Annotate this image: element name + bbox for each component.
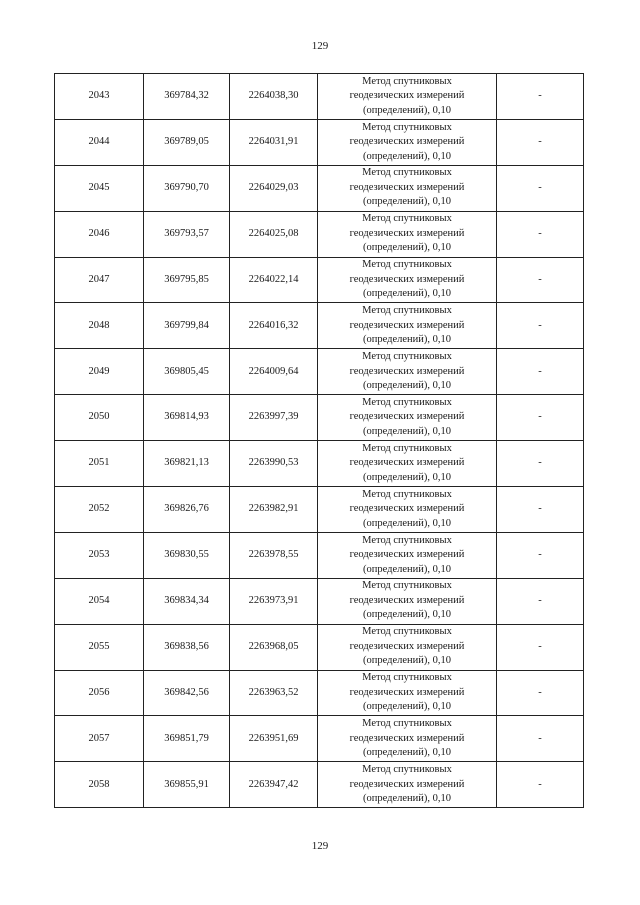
method-text-line: (определений), 0,10 [362, 747, 452, 759]
method-text-line: Метод спутниковых [362, 75, 452, 87]
table-row [55, 349, 584, 395]
point-id-cell: 2046 [55, 211, 144, 257]
point-id-cell: 2045 [55, 165, 144, 211]
method-cell [318, 716, 497, 762]
coordinates-table [54, 73, 584, 808]
method-text-line: геодезических измерений [349, 365, 465, 377]
method-text-line: Метод спутниковых [362, 396, 452, 408]
method-text-line: (определений), 0,10 [362, 701, 452, 713]
method-text-line: (определений), 0,10 [362, 609, 452, 621]
table-row [55, 716, 584, 762]
note-cell: - [497, 395, 584, 441]
method-text-line: (определений), 0,10 [362, 563, 452, 575]
y-coordinate-cell: 2263963,52 [230, 670, 318, 716]
x-coordinate-cell: 369789,05 [144, 119, 230, 165]
x-coordinate-cell: 369838,56 [144, 624, 230, 670]
method-text-line: Метод спутниковых [362, 259, 452, 271]
point-id-cell: 2047 [55, 257, 144, 303]
note-cell: - [497, 211, 584, 257]
note-cell: - [497, 74, 584, 120]
y-coordinate-cell: 2263978,55 [230, 532, 318, 578]
x-coordinate-cell: 369830,55 [144, 532, 230, 578]
method-cell [318, 119, 497, 165]
point-id-cell: 2057 [55, 716, 144, 762]
y-coordinate-cell: 2264038,30 [230, 74, 318, 120]
method-text-line: (определений), 0,10 [362, 288, 452, 300]
method-text-line: Метод спутниковых [362, 442, 452, 454]
method-cell [318, 762, 497, 808]
point-id-cell: 2044 [55, 119, 144, 165]
point-id-cell: 2049 [55, 349, 144, 395]
note-cell: - [497, 257, 584, 303]
note-cell: - [497, 624, 584, 670]
method-text-line: геодезических измерений [349, 319, 465, 331]
y-coordinate-cell: 2263973,91 [230, 578, 318, 624]
method-text-line: геодезических измерений [349, 549, 465, 561]
x-coordinate-cell: 369826,76 [144, 487, 230, 533]
method-cell [318, 578, 497, 624]
note-cell: - [497, 670, 584, 716]
method-text-line: геодезических измерений [349, 503, 465, 515]
method-text-line: Метод спутниковых [362, 121, 452, 133]
y-coordinate-cell: 2264029,03 [230, 165, 318, 211]
y-coordinate-cell: 2263947,42 [230, 762, 318, 808]
method-cell [318, 165, 497, 211]
y-coordinate-cell: 2264016,32 [230, 303, 318, 349]
note-cell: - [497, 165, 584, 211]
method-text-line: геодезических измерений [349, 136, 465, 148]
method-text-line: геодезических измерений [349, 273, 465, 285]
y-coordinate-cell: 2264031,91 [230, 119, 318, 165]
note-cell: - [497, 119, 584, 165]
y-coordinate-cell: 2263951,69 [230, 716, 318, 762]
x-coordinate-cell: 369834,34 [144, 578, 230, 624]
table-row [55, 257, 584, 303]
method-text-line: геодезических измерений [349, 732, 465, 744]
table-row [55, 762, 584, 808]
y-coordinate-cell: 2264025,08 [230, 211, 318, 257]
note-cell: - [497, 441, 584, 487]
x-coordinate-cell: 369795,85 [144, 257, 230, 303]
table-row [55, 441, 584, 487]
point-id-cell: 2048 [55, 303, 144, 349]
method-text-line: геодезических измерений [349, 457, 465, 469]
method-text-line: геодезических измерений [349, 686, 465, 698]
note-cell: - [497, 349, 584, 395]
method-cell [318, 487, 497, 533]
method-cell [318, 74, 497, 120]
method-cell [318, 303, 497, 349]
point-id-cell: 2052 [55, 487, 144, 533]
method-cell [318, 395, 497, 441]
method-text-line: геодезических измерений [349, 778, 465, 790]
table-row [55, 670, 584, 716]
method-text-line: (определений), 0,10 [362, 150, 452, 162]
method-text-line: (определений), 0,10 [362, 793, 452, 805]
method-text-line: (определений), 0,10 [362, 655, 452, 667]
method-cell [318, 211, 497, 257]
x-coordinate-cell: 369814,93 [144, 395, 230, 441]
method-cell [318, 532, 497, 578]
table-row [55, 74, 584, 120]
method-text-line: (определений), 0,10 [362, 104, 452, 116]
point-id-cell: 2043 [55, 74, 144, 120]
method-cell [318, 670, 497, 716]
table-row [55, 119, 584, 165]
point-id-cell: 2055 [55, 624, 144, 670]
method-text-line: (определений), 0,10 [362, 425, 452, 437]
method-text-line: (определений), 0,10 [362, 471, 452, 483]
y-coordinate-cell: 2263968,05 [230, 624, 318, 670]
table-row [55, 624, 584, 670]
method-cell [318, 257, 497, 303]
table-row [55, 487, 584, 533]
page-number-bottom: 129 [311, 840, 329, 852]
note-cell: - [497, 487, 584, 533]
method-text-line: (определений), 0,10 [362, 242, 452, 254]
method-cell [318, 441, 497, 487]
method-text-line: Метод спутниковых [362, 718, 452, 730]
method-text-line: Метод спутниковых [362, 672, 452, 684]
method-text-line: (определений), 0,10 [362, 196, 452, 208]
method-text-line: (определений), 0,10 [362, 517, 452, 529]
y-coordinate-cell: 2263990,53 [230, 441, 318, 487]
y-coordinate-cell: 2264009,64 [230, 349, 318, 395]
point-id-cell: 2051 [55, 441, 144, 487]
note-cell: - [497, 532, 584, 578]
method-text-line: геодезических измерений [349, 90, 465, 102]
method-text-line: Метод спутниковых [362, 213, 452, 225]
x-coordinate-cell: 369851,79 [144, 716, 230, 762]
method-text-line: геодезических измерений [349, 181, 465, 193]
method-text-line: Метод спутниковых [362, 534, 452, 546]
point-id-cell: 2053 [55, 532, 144, 578]
table-row [55, 211, 584, 257]
note-cell: - [497, 762, 584, 808]
y-coordinate-cell: 2264022,14 [230, 257, 318, 303]
page-number-top: 129 [311, 40, 329, 52]
method-text-line: Метод спутниковых [362, 764, 452, 776]
method-cell [318, 624, 497, 670]
point-id-cell: 2058 [55, 762, 144, 808]
table-row [55, 578, 584, 624]
method-text-line: (определений), 0,10 [362, 380, 452, 392]
method-text-line: геодезических измерений [349, 640, 465, 652]
method-cell [318, 349, 497, 395]
method-text-line: геодезических измерений [349, 227, 465, 239]
method-text-line: Метод спутниковых [362, 626, 452, 638]
y-coordinate-cell: 2263982,91 [230, 487, 318, 533]
x-coordinate-cell: 369805,45 [144, 349, 230, 395]
note-cell: - [497, 578, 584, 624]
x-coordinate-cell: 369790,70 [144, 165, 230, 211]
method-text-line: геодезических измерений [349, 594, 465, 606]
method-text-line: Метод спутниковых [362, 167, 452, 179]
method-text-line: (определений), 0,10 [362, 334, 452, 346]
method-text-line: Метод спутниковых [362, 351, 452, 363]
y-coordinate-cell: 2263997,39 [230, 395, 318, 441]
table-row [55, 395, 584, 441]
x-coordinate-cell: 369842,56 [144, 670, 230, 716]
table-row [55, 532, 584, 578]
method-text-line: Метод спутниковых [362, 305, 452, 317]
method-text-line: Метод спутниковых [362, 580, 452, 592]
coordinates-table-body [55, 74, 584, 808]
method-text-line: геодезических измерений [349, 411, 465, 423]
x-coordinate-cell: 369821,13 [144, 441, 230, 487]
table-row [55, 165, 584, 211]
x-coordinate-cell: 369799,84 [144, 303, 230, 349]
x-coordinate-cell: 369784,32 [144, 74, 230, 120]
point-id-cell: 2054 [55, 578, 144, 624]
table-row [55, 303, 584, 349]
point-id-cell: 2056 [55, 670, 144, 716]
x-coordinate-cell: 369855,91 [144, 762, 230, 808]
note-cell: - [497, 716, 584, 762]
x-coordinate-cell: 369793,57 [144, 211, 230, 257]
point-id-cell: 2050 [55, 395, 144, 441]
method-text-line: Метод спутниковых [362, 488, 452, 500]
note-cell: - [497, 303, 584, 349]
